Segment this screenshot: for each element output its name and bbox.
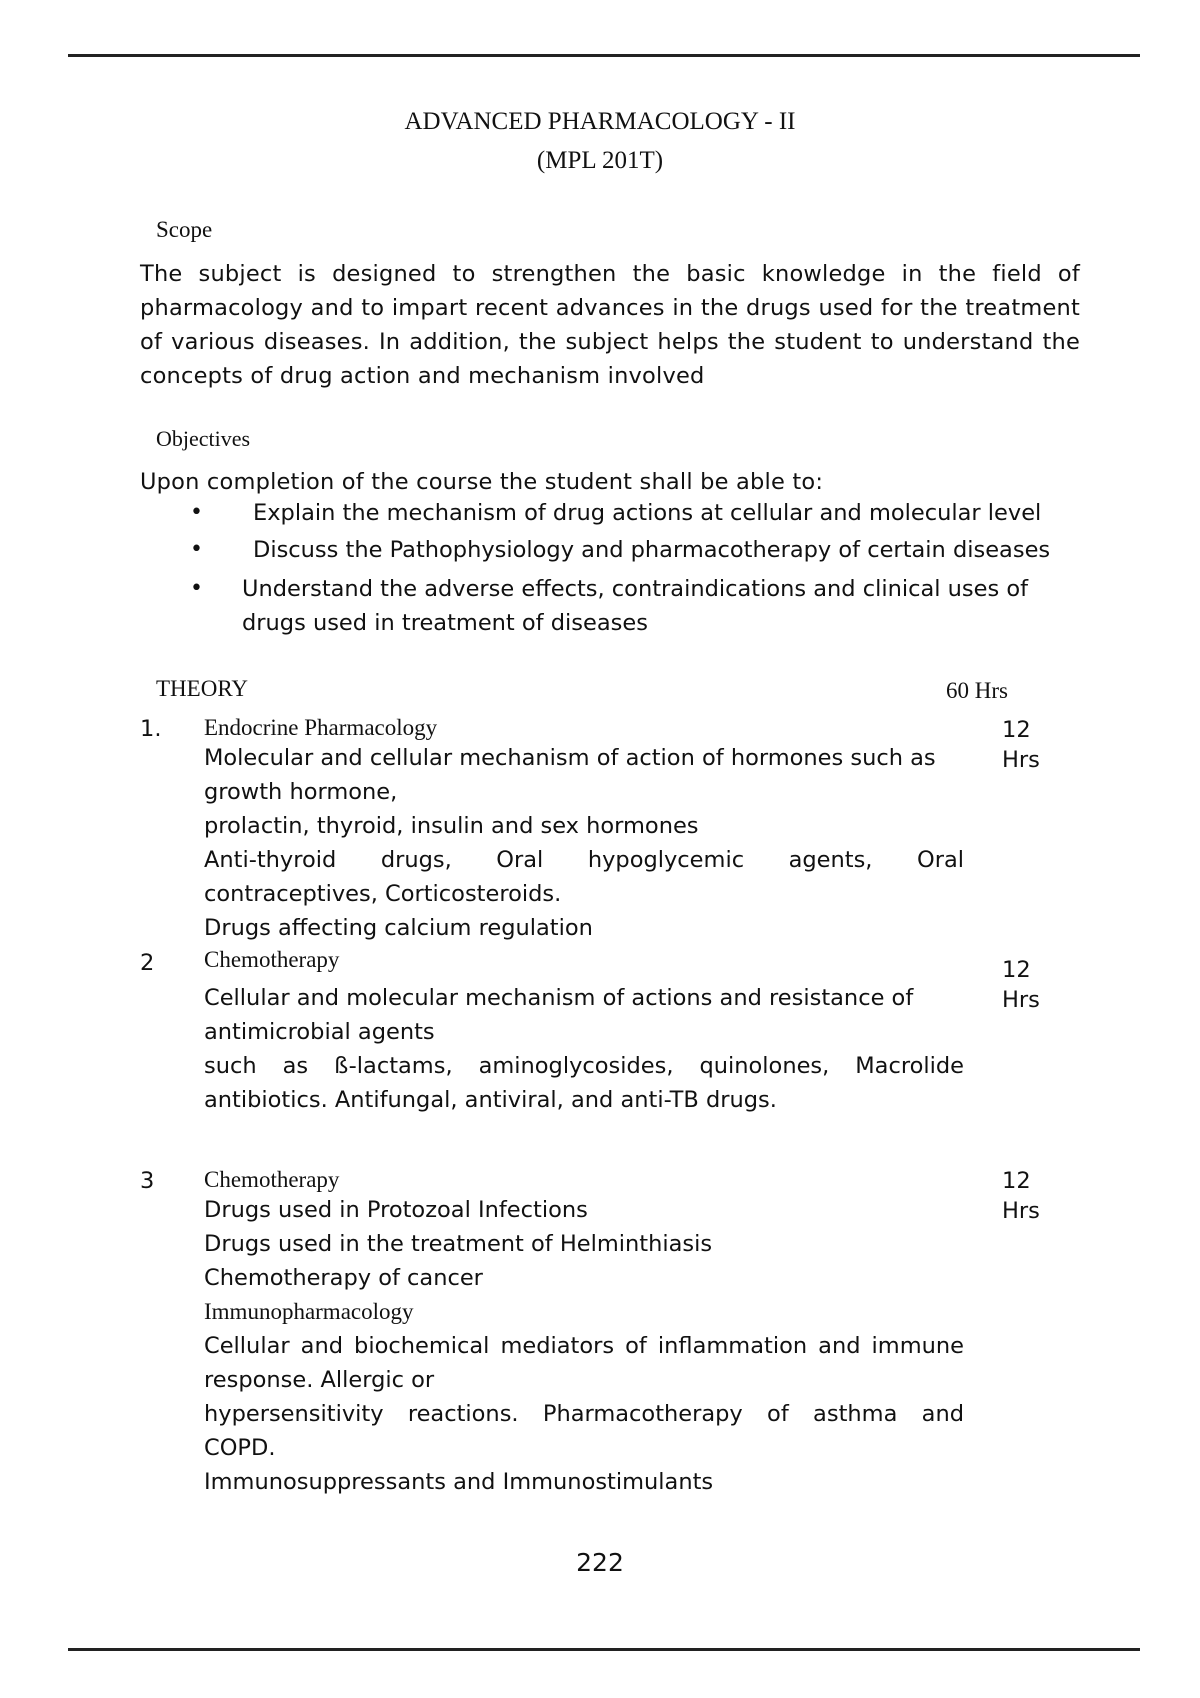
unit-number: 3 <box>140 1168 155 1194</box>
unit-hours-unit: Hrs <box>1002 987 1040 1013</box>
unit-line: Anti-thyroid drugs, Oral hypoglycemic agents, Oral <box>204 847 964 873</box>
scope-line: The subject is designed to strengthen the basic knowledge in the field of <box>140 261 1080 287</box>
unit-hours-unit: Hrs <box>1002 1198 1040 1224</box>
unit-number: 1. <box>140 716 162 742</box>
objective-item-continued: drugs used in treatment of diseases <box>242 610 648 636</box>
page-number: 222 <box>576 1548 624 1577</box>
scope-paragraph <box>140 257 1080 393</box>
objective-item: Understand the adverse effects, contraindications and clinical uses of <box>242 576 1029 602</box>
unit-title: Chemotherapy <box>204 1167 340 1192</box>
unit-line: Cellular and molecular mechanism of actions and resistance of <box>204 985 914 1011</box>
unit-line: Cellular and biochemical mediators of inflammation and immune <box>204 1333 964 1359</box>
unit-number: 2 <box>140 950 155 976</box>
objective-item: Explain the mechanism of drug actions at cellular and molecular level <box>253 500 1042 526</box>
page-title: ADVANCED PHARMACOLOGY - II <box>404 108 796 135</box>
unit-line: Drugs affecting calcium regulation <box>204 915 593 941</box>
theory-hours: 60 Hrs <box>946 678 1008 703</box>
unit-hours: 12 <box>1002 717 1031 743</box>
unit-line: antimicrobial agents <box>204 1019 435 1045</box>
unit-line: prolactin, thyroid, insulin and sex hormones <box>204 813 699 839</box>
unit-hours: 12 <box>1002 957 1031 983</box>
objective-item: Discuss the Pathophysiology and pharmacotherapy of certain diseases <box>253 537 1051 563</box>
unit-line: antibiotics. Antifungal, antiviral, and anti-TB drugs. <box>204 1087 777 1113</box>
unit-line: COPD. <box>204 1435 276 1461</box>
scope-line: of various diseases. In addition, the subject helps the student to understand the <box>140 329 1080 355</box>
unit-line: response. Allergic or <box>204 1367 435 1393</box>
unit-line: Drugs used in Protozoal Infections <box>204 1197 588 1223</box>
course-code: (MPL 201T) <box>536 147 664 174</box>
unit-hours-unit: Hrs <box>1002 747 1040 773</box>
unit-hours: 12 <box>1002 1168 1031 1194</box>
unit-line: Immunosuppressants and Immunostimulants <box>204 1469 714 1495</box>
unit-line: growth hormone, <box>204 779 398 805</box>
unit-line: Drugs used in the treatment of Helminthiasis <box>204 1231 713 1257</box>
unit-line: Molecular and cellular mechanism of action of hormones such as <box>204 745 936 771</box>
bullet-icon: • <box>190 500 203 525</box>
objectives-intro: Upon completion of the course the student shall be able to: <box>140 469 824 495</box>
unit-line: such as ß-lactams, aminoglycosides, quinolones, Macrolide <box>204 1053 964 1079</box>
scope-line: concepts of drug action and mechanism involved <box>140 363 705 389</box>
unit-line: hypersensitivity reactions. Pharmacotherapy of asthma and <box>204 1401 964 1427</box>
unit-title: Chemotherapy <box>204 947 340 972</box>
top-rule <box>68 54 1140 57</box>
objectives-heading: Objectives <box>156 426 251 451</box>
theory-label: THEORY <box>156 676 248 701</box>
unit-line: contraceptives, Corticosteroids. <box>204 881 562 907</box>
unit-subheading: Immunopharmacology <box>204 1299 414 1324</box>
bottom-rule <box>68 1648 1140 1651</box>
scope-heading: Scope <box>156 217 213 242</box>
bullet-icon: • <box>190 576 203 601</box>
unit-line: Chemotherapy of cancer <box>204 1265 483 1291</box>
bullet-icon: • <box>190 537 203 562</box>
scope-line: pharmacology and to impart recent advances in the drugs used for the treatment <box>140 295 1080 321</box>
unit-title: Endocrine Pharmacology <box>204 715 438 740</box>
